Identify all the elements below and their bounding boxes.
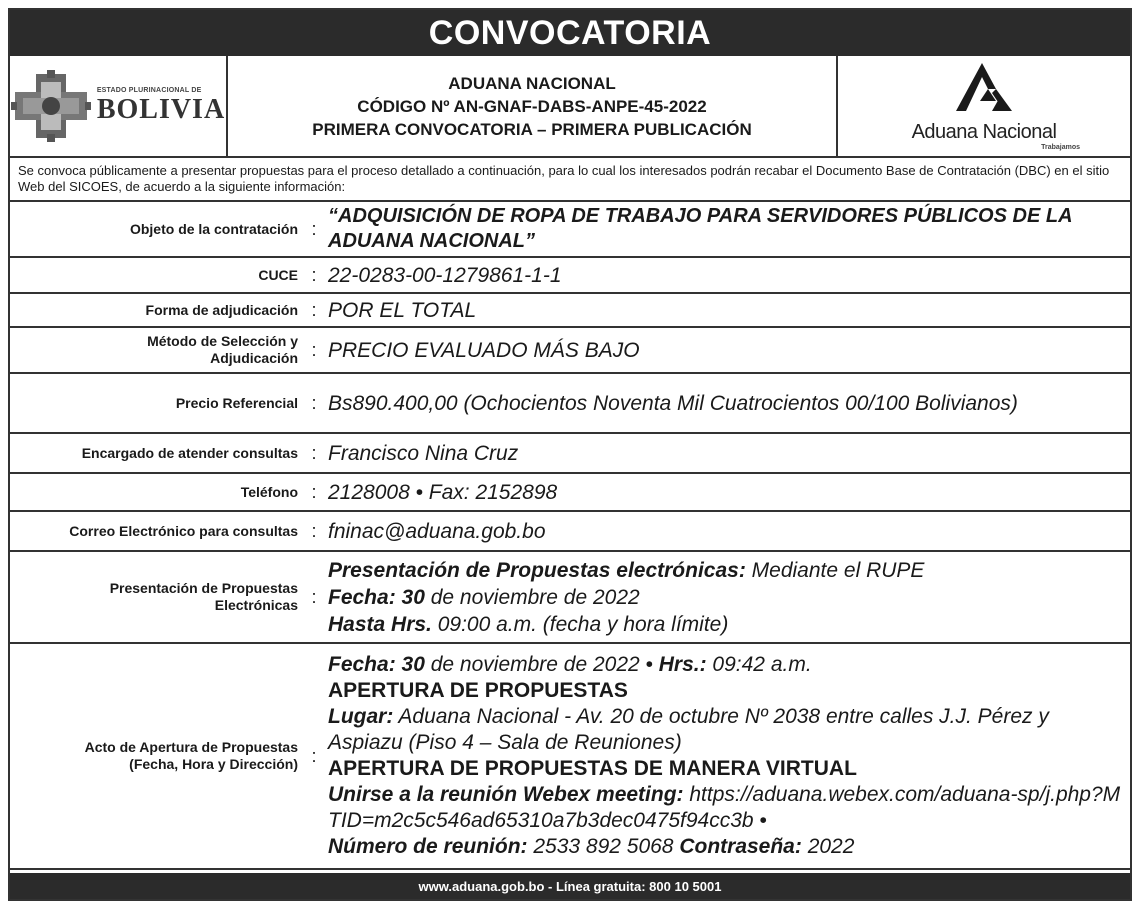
- colon: :: [311, 586, 317, 607]
- value-acto: [326, 644, 1130, 868]
- acto-l1-bold-a: Fecha: 30: [328, 653, 425, 676]
- state-caption: ESTADO PLURINACIONAL DE: [96, 86, 202, 94]
- label-precio: Precio Referencial: [175, 394, 298, 411]
- label-acto-line1: Acto de Apertura de Propuestas: [84, 739, 298, 755]
- colon: :: [311, 392, 317, 413]
- acto-line1: [328, 652, 1124, 678]
- colon: :: [311, 481, 317, 502]
- acto-l5-bold: Unirse a la reunión Webex meeting:: [328, 783, 684, 806]
- presentacion-line1: [328, 557, 1124, 584]
- acto-line6: [328, 834, 1124, 860]
- colon: :: [311, 745, 317, 766]
- bolivia-emblem-icon: [11, 70, 91, 142]
- aduana-logo-name: Aduana Nacional: [911, 121, 1057, 143]
- label-objeto: Objeto de la contratación: [129, 220, 298, 237]
- row-presentacion: [10, 552, 1130, 644]
- label-acto: [10, 644, 302, 868]
- colon: :: [311, 264, 317, 285]
- label-correo: Correo Electrónico para consultas: [69, 522, 298, 539]
- intro-text: Se convoca públicamente a presentar propuestas para el proceso detallado a continuación, para lo cual los interesados podrán recabar el Documento Base de Contratación (DBC) en el sitio Web del SICOES, de acuerdo a la siguiente información:: [10, 158, 1130, 202]
- label-presentacion-line2: Electrónicas: [214, 597, 298, 613]
- publication-info: PRIMERA CONVOCATORIA – PRIMERA PUBLICACIÓN: [312, 119, 752, 139]
- acto-l1-rest-a: de noviembre de 2022 •: [424, 653, 659, 676]
- value-metodo: PRECIO EVALUADO MÁS BAJO: [328, 338, 640, 362]
- row-cuce: [10, 258, 1130, 294]
- label-cuce: CUCE: [258, 266, 298, 283]
- acto-l3-rest: Aduana Nacional - Av. 20 de octubre Nº 2038 entre calles J.J. Pérez y Aspiazu (Piso 4 – Sala de Reuniones): [328, 705, 1049, 754]
- label-metodo-line2: Adjudicación: [210, 350, 298, 366]
- colon: :: [311, 520, 317, 541]
- presentacion-line3: [328, 611, 1124, 638]
- presentacion-l1-rest: Mediante el RUPE: [745, 558, 925, 582]
- aduana-logo-tagline: Trabajamos: [1041, 144, 1080, 151]
- value-precio: Bs890.400,00 (Ochocientos Noventa Mil Cuatrocientos 00/100 Bolivianos): [328, 391, 1018, 415]
- aduana-logo: [838, 56, 1130, 156]
- header-row: [10, 56, 1130, 158]
- row-objeto: [10, 202, 1130, 258]
- acto-l4-bold: APERTURA DE PROPUESTAS DE MANERA VIRTUAL: [328, 757, 857, 780]
- bolivia-logo: [10, 56, 228, 156]
- notice-page: [8, 8, 1132, 901]
- label-forma: Forma de adjudicación: [145, 301, 298, 318]
- page-title: CONVOCATORIA: [10, 10, 1130, 56]
- acto-l6-bold-a: Número de reunión:: [328, 835, 528, 858]
- acto-l6-rest-a: 2533 892 5068: [527, 835, 680, 858]
- label-acto-line2: (Fecha, Hora y Dirección): [129, 756, 298, 772]
- row-encargado: [10, 434, 1130, 474]
- colon: :: [311, 218, 317, 239]
- colon: :: [311, 442, 317, 463]
- value-correo: fninac@aduana.gob.bo: [328, 519, 546, 543]
- label-encargado: Encargado de atender consultas: [81, 444, 298, 461]
- title-block: [228, 56, 838, 156]
- value-telefono: 2128008 • Fax: 2152898: [328, 480, 558, 504]
- colon: :: [311, 299, 317, 320]
- label-presentacion: [10, 552, 302, 642]
- value-objeto: “ADQUISICIÓN DE ROPA DE TRABAJO PARA SERVIDORES PÚBLICOS DE LA ADUANA NACIONAL”: [328, 205, 1072, 252]
- acto-l3-bold: Lugar:: [328, 705, 394, 728]
- acto-l1-rest-b: 09:42 a.m.: [706, 653, 812, 676]
- presentacion-l1-bold: Presentación de Propuestas electrónicas:: [328, 558, 746, 582]
- presentacion-l3-rest: 09:00 a.m. (fecha y hora límite): [431, 612, 729, 636]
- acto-l1-bold-b: Hrs.:: [658, 653, 707, 676]
- row-precio: [10, 374, 1130, 434]
- row-correo: [10, 512, 1130, 552]
- value-presentacion: [326, 552, 1130, 642]
- label-presentacion-line1: Presentación de Propuestas: [109, 580, 298, 596]
- acto-line2: [328, 678, 1124, 704]
- acto-line4: [328, 756, 1124, 782]
- row-forma: [10, 294, 1130, 328]
- presentacion-line2: [328, 584, 1124, 611]
- acto-l6-bold-b: Contraseña:: [679, 835, 802, 858]
- webex-link[interactable]: https://aduana.webex.com/aduana-sp/j.php?MTID=m2c5c546ad65310a7b3dec0475f94cc3b •: [328, 783, 1121, 832]
- presentacion-l2-rest: de noviembre de 2022: [424, 585, 640, 609]
- value-cuce: 22-0283-00-1279861-1-1: [328, 263, 562, 287]
- acto-l6-rest-b: 2022: [801, 835, 855, 858]
- row-acto: [10, 644, 1130, 870]
- row-metodo: [10, 328, 1130, 374]
- value-encargado: Francisco Nina Cruz: [328, 441, 519, 465]
- label-metodo: [10, 328, 302, 372]
- acto-l2-bold: APERTURA DE PROPUESTAS: [328, 679, 628, 702]
- process-code: CÓDIGO Nº AN-GNAF-DABS-ANPE-45-2022: [357, 96, 707, 116]
- label-metodo-line1: Método de Selección y: [147, 333, 298, 349]
- country-name: BOLIVIA: [96, 93, 226, 125]
- value-forma: POR EL TOTAL: [328, 298, 477, 322]
- presentacion-l3-bold: Hasta Hrs.: [328, 612, 432, 636]
- institution-name: ADUANA NACIONAL: [448, 73, 616, 93]
- colon: :: [311, 339, 317, 360]
- acto-line5: [328, 782, 1124, 834]
- row-telefono: [10, 474, 1130, 512]
- presentacion-l2-bold: Fecha: 30: [328, 585, 425, 609]
- label-telefono: Teléfono: [240, 483, 298, 500]
- aduana-mountain-icon: [952, 61, 1016, 117]
- acto-line3: [328, 704, 1124, 756]
- footer[interactable]: www.aduana.gob.bo - Línea gratuita: 800 10 5001: [10, 873, 1130, 899]
